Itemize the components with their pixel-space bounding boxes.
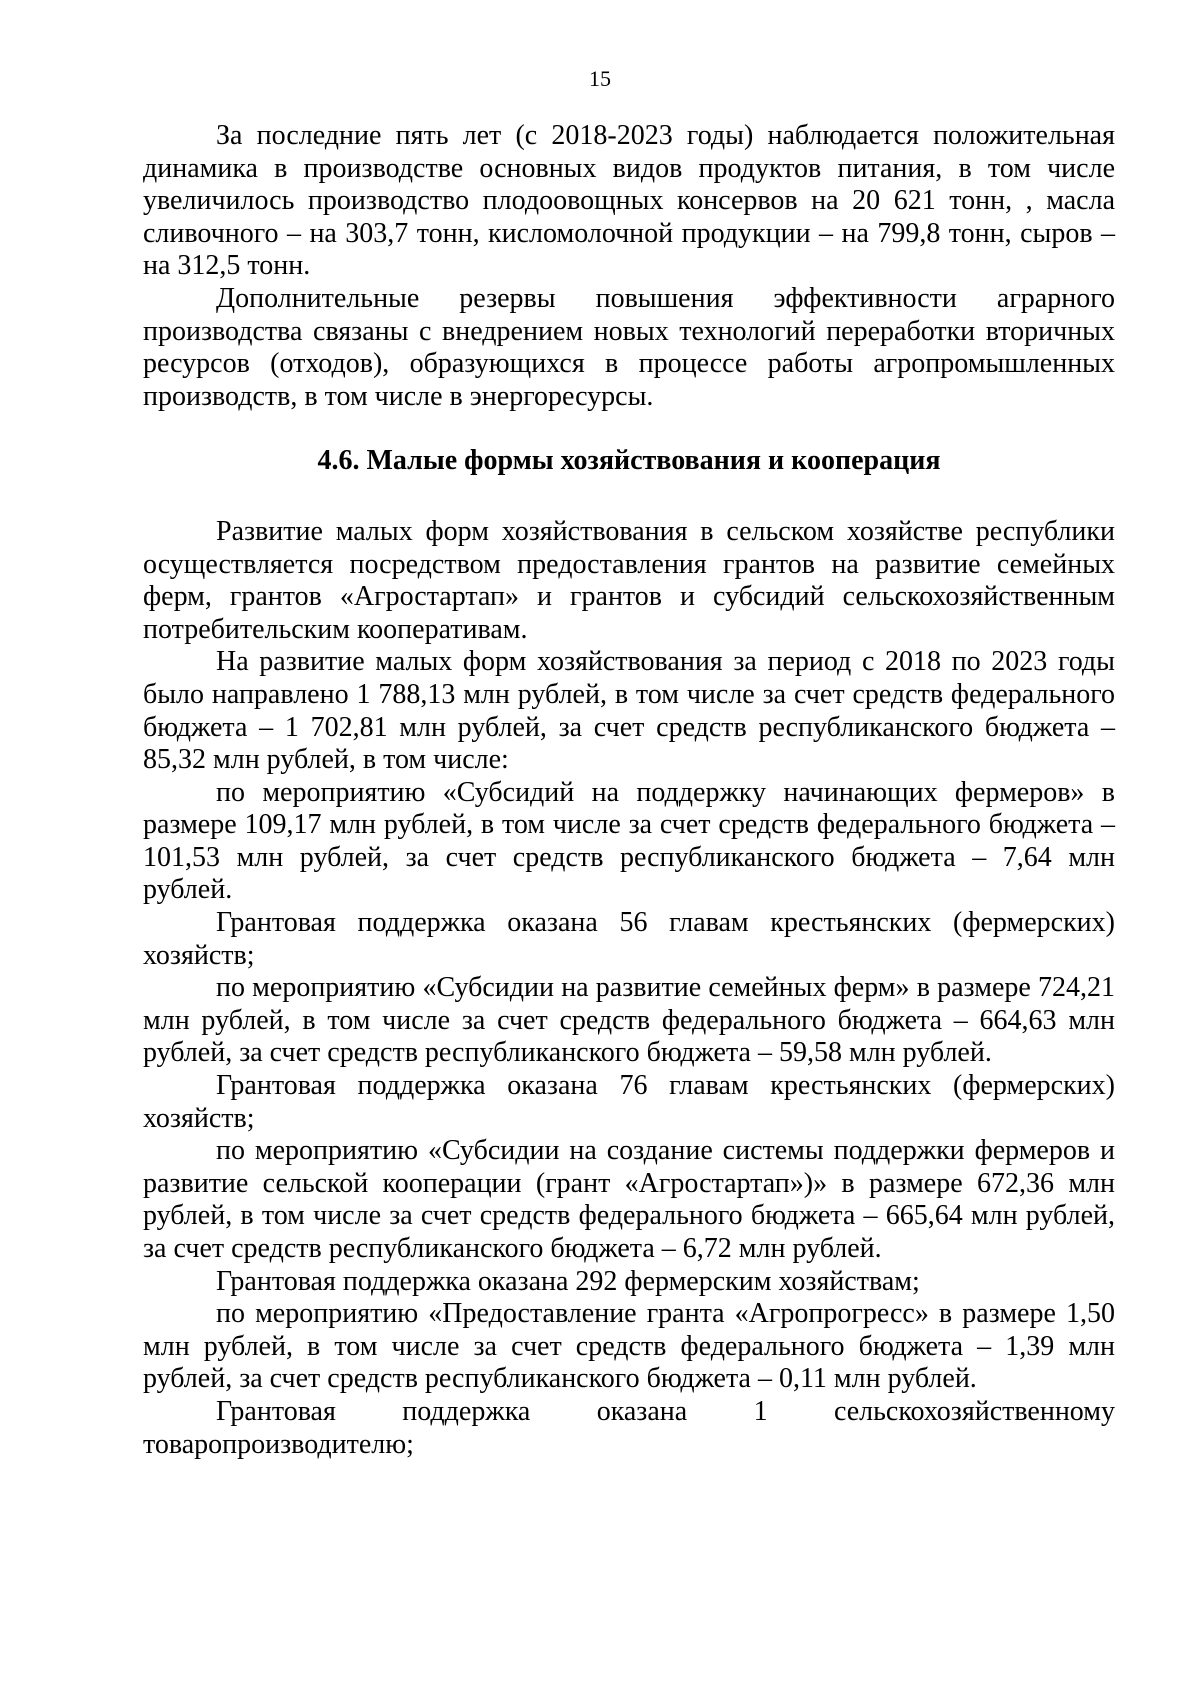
section-paragraph: по мероприятию «Субсидии на создание системы поддержки фермеров и развитие сельской кооперации (грант «Агростартап»)» в размере 672,36 млн рублей, в том числе за счет средств федерального бюджета – 665,64 млн рублей, за счет средств республиканского бюджета – 6,72 млн рублей.	[143, 1135, 1115, 1264]
section-paragraph: Развитие малых форм хозяйствования в сельском хозяйстве республики осуществляется посредством предоставления грантов на развитие семейных ферм, грантов «Агростартап» и грантов и субсидий сельскохозяйственным потребительским кооперативам.	[143, 515, 1115, 645]
section-title: 4.6. Малые формы хозяйствования и кооперация	[317, 445, 941, 477]
section-paragraph: по мероприятию «Субсидий на поддержку начинающих фермеров» в размере 109,17 млн рублей, в том числе за счет средств федерального бюджета – 101,53 млн рублей, за счет средств республиканского бюджета – 7,64 млн рублей.	[143, 776, 1115, 906]
intro-paragraph-1: За последние пять лет (с 2018-2023 годы) наблюдается положительная динамика в производстве основных видов продуктов питания, в том числе увеличилось производство плодоовощных консервов на 20 621 тонн, , масла сливочного – на 303,7 тонн, кисломолочной продукции – на 799,8 тонн, сыров – на 312,5 тонн.	[143, 120, 1115, 282]
section-paragraph: по мероприятию «Субсидии на развитие семейных ферм» в размере 724,21 млн рублей, в том числе за счет средств федерального бюджета – 664,63 млн рублей, за счет средств республиканского бюджета – 59,58 млн рублей.	[143, 972, 1115, 1069]
section-paragraph: Грантовая поддержка оказана 1 сельскохозяйственному товаропроизводителю;	[143, 1395, 1115, 1460]
section-paragraph: На развитие малых форм хозяйствования за период с 2018 по 2023 годы было направлено 1 788,13 млн рублей, в том числе за счет средств федерального бюджета – 1 702,81 млн рублей, за счет средств республиканского бюджета – 85,32 млн рублей, в том числе:	[143, 646, 1115, 776]
section-paragraph: Грантовая поддержка оказана 292 фермерским хозяйствам;	[216, 1265, 920, 1297]
section-paragraph: Грантовая поддержка оказана 76 главам крестьянских (фермерских) хозяйств;	[143, 1070, 1115, 1134]
section-paragraph: по мероприятию «Предоставление гранта «Агропрогресс» в размере 1,50 млн рублей, в том числе за счет средств федерального бюджета – 1,39 млн рублей, за счет средств республиканского бюджета – 0,11 млн рублей.	[143, 1298, 1115, 1395]
page-number: 15	[589, 66, 611, 91]
section-paragraph: Грантовая поддержка оказана 56 главам крестьянских (фермерских) хозяйств;	[143, 907, 1115, 971]
document-body	[143, 120, 1115, 1461]
intro-paragraph-2: Дополнительные резервы повышения эффективности аграрного производства связаны с внедрением новых технологий переработки вторичных ресурсов (отходов), образующихся в процессе работы агропромышленных производств, в том числе в энергоресурсы.	[143, 282, 1115, 412]
